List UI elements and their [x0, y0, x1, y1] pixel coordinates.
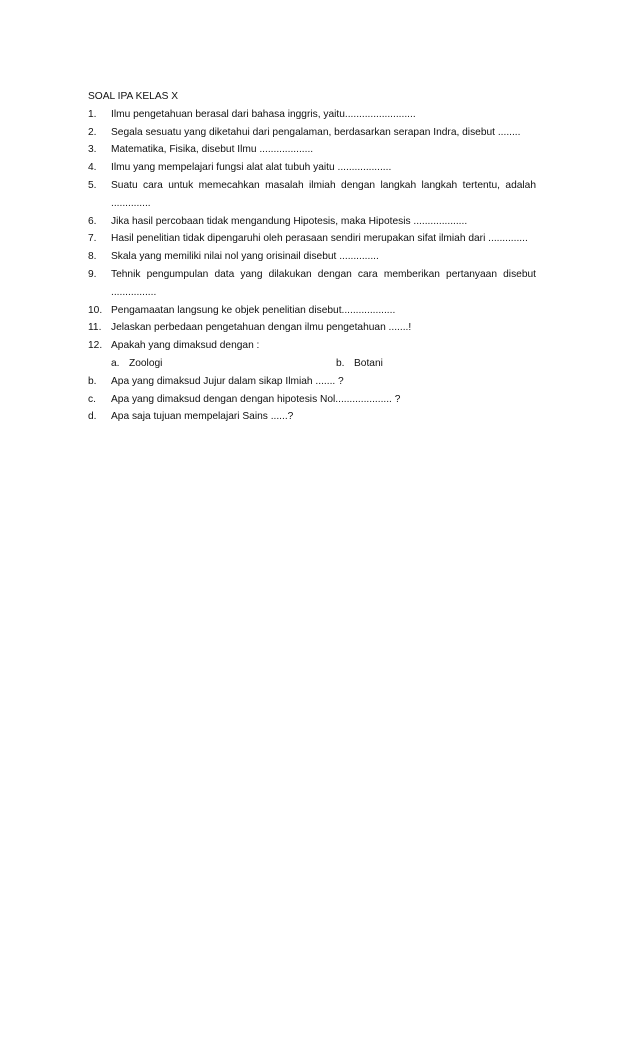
question-3 — [88, 141, 536, 159]
question-6 — [88, 213, 536, 231]
sub-question-d — [88, 408, 536, 426]
question-number: 1. — [88, 108, 97, 120]
document-page — [88, 88, 536, 426]
question-number: 8. — [88, 251, 97, 263]
sub-question-b — [88, 373, 536, 391]
question-text: Apakah yang dimaksud dengan : — [111, 340, 260, 352]
question-text: Ilmu pengetahuan berasal dari bahasa inggris, yaitu......................... — [111, 108, 416, 120]
option-a — [111, 355, 336, 373]
option-text: Zoologi — [129, 357, 163, 369]
question-number: 2. — [88, 126, 97, 138]
question-number: 12. — [88, 340, 103, 352]
question-text: Segala sesuatu yang diketahui dari pengalaman, berdasarkan serapan Indra, disebut ........ — [111, 126, 521, 138]
question-text: Apa yang dimaksud dengan dengan hipotesis Nol.................... ? — [111, 393, 401, 405]
question-12 — [88, 337, 536, 355]
question-5 — [88, 177, 536, 213]
question-12-options — [88, 355, 536, 373]
question-11 — [88, 319, 536, 337]
question-number: 4. — [88, 162, 97, 174]
question-text: Jelaskan perbedaan pengetahuan dengan ilmu pengetahuan .......! — [111, 322, 412, 334]
question-number: c. — [88, 393, 96, 405]
question-text: Ilmu yang mempelajari fungsi alat alat tubuh yaitu ................... — [111, 162, 392, 174]
question-7 — [88, 230, 536, 248]
sub-question-c — [88, 391, 536, 409]
question-text: Jika hasil percobaan tidak mengandung Hipotesis, maka Hipotesis ................... — [111, 215, 468, 227]
question-number: 6. — [88, 215, 97, 227]
question-8 — [88, 248, 536, 266]
question-text: Tehnik pengumpulan data yang dilakukan dengan cara memberikan pertanyaan disebut ................ — [111, 268, 536, 298]
question-4 — [88, 159, 536, 177]
question-10 — [88, 302, 536, 320]
question-number: 5. — [88, 179, 97, 191]
option-letter: a. — [111, 357, 120, 369]
question-text: Suatu cara untuk memecahkan masalah ilmiah dengan langkah langkah tertentu, adalah .............. — [111, 179, 536, 209]
question-text: Pengamaatan langsung ke objek penelitian disebut................... — [111, 304, 396, 316]
question-number: 3. — [88, 144, 97, 156]
question-number: 7. — [88, 233, 97, 245]
question-number: b. — [88, 375, 97, 387]
question-number: 10. — [88, 304, 103, 316]
question-2 — [88, 124, 536, 142]
question-1 — [88, 106, 536, 124]
option-b — [336, 355, 383, 373]
question-text: Apa saja tujuan mempelajari Sains ......? — [111, 411, 294, 423]
question-text: Apa yang dimaksud Jujur dalam sikap Ilmiah ....... ? — [111, 375, 344, 387]
question-9 — [88, 266, 536, 302]
question-number: 11. — [88, 322, 102, 334]
option-text: Botani — [354, 357, 383, 369]
question-text: Matematika, Fisika, disebut Ilmu ................... — [111, 144, 314, 156]
question-number: d. — [88, 411, 97, 423]
option-letter: b. — [336, 357, 345, 369]
document-title: SOAL IPA KELAS X — [88, 91, 179, 102]
question-number: 9. — [88, 268, 97, 280]
question-text: Skala yang memiliki nilai nol yang orisinail disebut .............. — [111, 251, 379, 263]
question-text: Hasil penelitian tidak dipengaruhi oleh perasaan sendiri merupakan sifat ilmiah dari .............. — [111, 233, 528, 245]
